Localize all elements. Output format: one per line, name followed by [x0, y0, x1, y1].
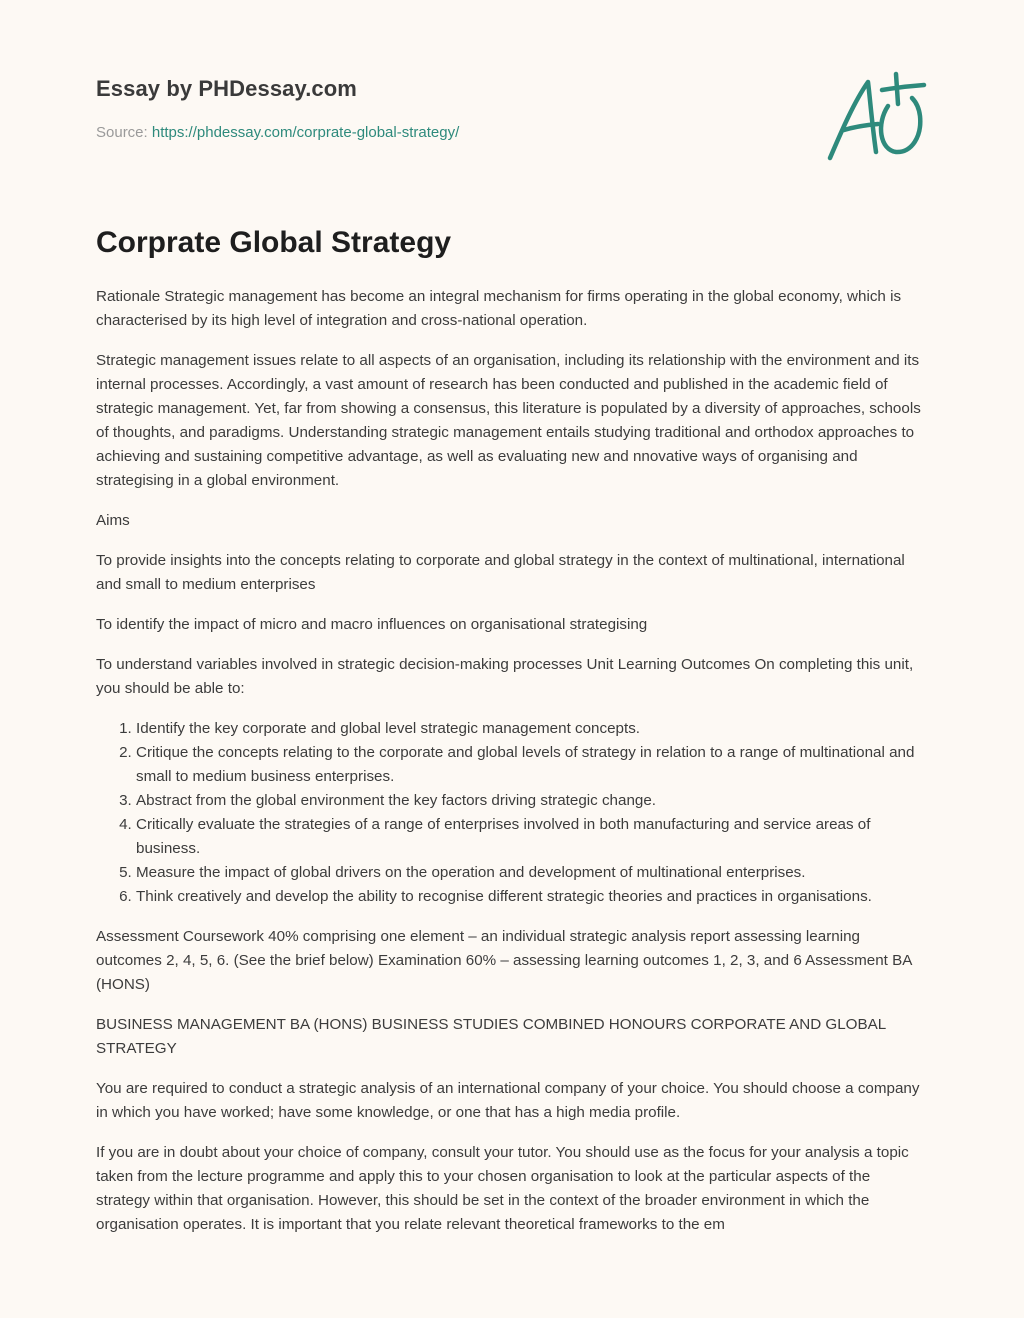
- aim-item: To provide insights into the concepts relating to corporate and global strategy in the context of multinational, international and small to medium enterprises: [96, 552, 905, 593]
- source-label: Source:: [96, 124, 148, 141]
- a-plus-logo-icon: [824, 68, 928, 164]
- list-item: 5. Measure the impact of global drivers on the operation and development of multinational enterprises.: [136, 861, 928, 885]
- source-link[interactable]: https://phdessay.com/corprate-global-strategy/: [151, 124, 460, 141]
- list-item: 3. Abstract from the global environment the key factors driving strategic change.: [136, 789, 928, 813]
- learning-outcomes-list: [96, 717, 928, 909]
- essay-paragraph: Rationale Strategic management has become an integral mechanism for firms operating in the global economy, which is characterised by its high level of integration and cross-national operation.: [96, 288, 902, 329]
- aims-heading: Aims: [96, 512, 130, 529]
- aim-item: To identify the impact of micro and macro influences on organisational strategising: [96, 616, 648, 633]
- list-item: 2. Critique the concepts relating to the corporate and global levels of strategy in relation to a range of multinational and small to medium business enterprises.: [136, 741, 928, 789]
- essay-title: Corprate Global Strategy: [96, 226, 452, 259]
- essay-content: [96, 285, 928, 1253]
- list-item: 1. Identify the key corporate and global level strategic management concepts.: [136, 717, 928, 741]
- aim-item: To understand variables involved in strategic decision-making processes Unit Learning Outcomes On completing this unit, you should be able to:: [96, 656, 914, 697]
- list-item: 4. Critically evaluate the strategies of a range of enterprises involved in both manufacturing and service areas of business.: [136, 813, 928, 861]
- essay-paragraph: Strategic management issues relate to all aspects of an organisation, including its relationship with the environment and its internal processes. Accordingly, a vast amount of research has been conducted and published in the academic field of strategic management. Yet, far from showing a consensus, this literature is populated by a diversity of approaches, schools of thoughts, and paradigms. Understanding strategic management entails studying traditional and orthodox approaches to achieving and sustaining competitive advantage, as well as evaluating new and nnovative ways of organising and strategising in a global environment.: [96, 352, 921, 489]
- essay-paragraph: BUSINESS MANAGEMENT BA (HONS) BUSINESS STUDIES COMBINED HONOURS CORPORATE AND GLOBAL STRATEGY: [96, 1016, 886, 1057]
- essay-paragraph: You are required to conduct a strategic analysis of an international company of your choice. You should choose a company in which you have worked; have some knowledge, or one that has a high media profile.: [96, 1080, 920, 1121]
- essay-paragraph: Assessment Coursework 40% comprising one element – an individual strategic analysis report assessing learning outcomes 2, 4, 5, 6. (See the brief below) Examination 60% – assessing learning outcomes 1, 2, 3, and 6 Assessment BA (HONS): [96, 928, 912, 993]
- site-title: Essay by PHDessay.com: [96, 76, 357, 101]
- list-item: 6. Think creatively and develop the ability to recognise different strategic theories and practices in organisations.: [136, 885, 928, 909]
- source-line: [96, 124, 459, 141]
- essay-paragraph: If you are in doubt about your choice of company, consult your tutor. You should use as the focus for your analysis a topic taken from the lecture programme and apply this to your chosen organisation to look at the particular aspects of the strategy within that organisation. However, this should be set in the context of the broader environment in which the organisation operates. It is important that you relate relevant theoretical frameworks to the em: [96, 1144, 909, 1233]
